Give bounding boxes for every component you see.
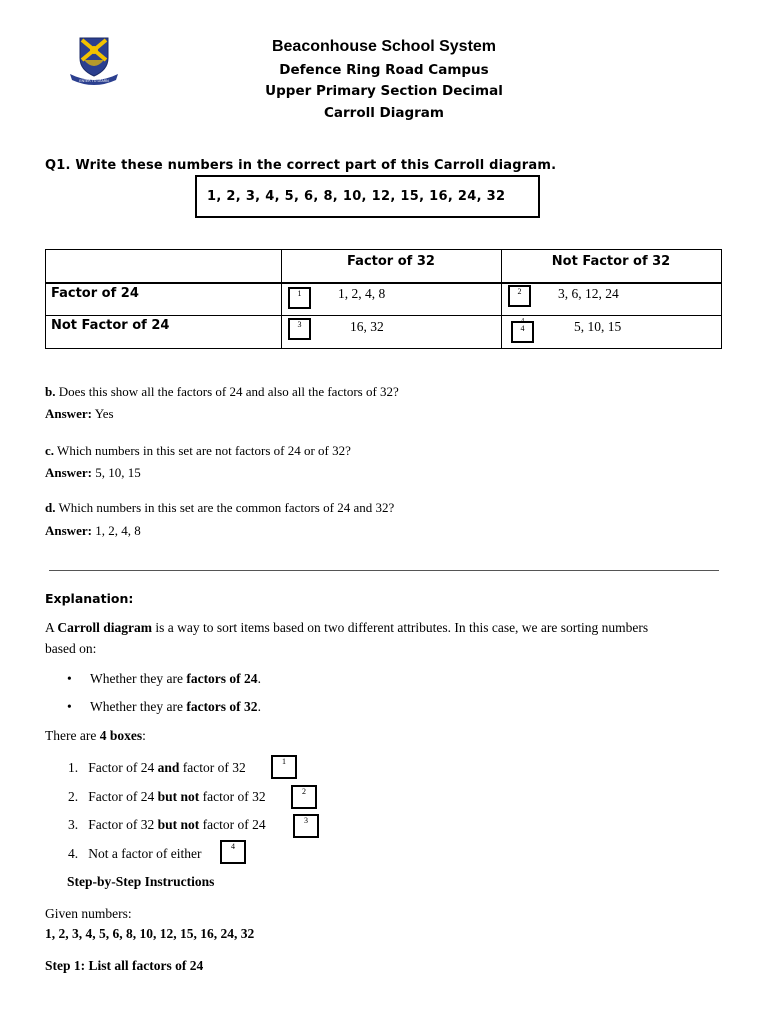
numbers-box — [195, 175, 540, 218]
box-description-1: 1. Factor of 24 and factor of 32 — [68, 760, 246, 775]
answer-c-value: 5, 10, 15 — [91, 465, 141, 480]
answer-d — [45, 523, 141, 539]
col-header-not-factor-32: Not Factor of 32 — [551, 254, 671, 269]
explanation-heading: Explanation: — [45, 591, 134, 606]
cell-notfactor24-notfactor32: 5, 10, 15 — [574, 319, 622, 334]
section-name: Upper Primary Section Decimal — [265, 83, 503, 99]
steps-heading: Step-by-Step Instructions — [67, 874, 215, 889]
question-b — [45, 384, 399, 400]
numbers-list: 1, 2, 3, 4, 5, 6, 8, 10, 12, 15, 16, 24, 32 — [207, 189, 506, 204]
question-c-text: Which numbers in this set are not factors of 24 or of 32? — [54, 443, 351, 458]
campus-name: Defence Ring Road Campus — [279, 62, 489, 78]
answer-c — [45, 465, 141, 481]
box-label-1: 1 — [288, 287, 311, 309]
answer-d-value: 1, 2, 4, 8 — [91, 523, 141, 538]
cell-factor24-notfactor32: 3, 6, 12, 24 — [558, 286, 619, 301]
col-header-factor-32: Factor of 32 — [347, 254, 435, 269]
cell-notfactor24-factor32: 16, 32 — [350, 319, 384, 334]
section-divider — [49, 570, 719, 571]
question-c — [45, 443, 351, 459]
box-description-2: 2. Factor of 24 but not factor of 32 — [68, 789, 266, 804]
question-c-letter: c. — [45, 443, 55, 458]
box-label-4 — [511, 317, 534, 343]
box-description-3: 3. Factor of 32 but not factor of 24 — [68, 817, 266, 832]
box-description-4: 4. Not a factor of either — [68, 846, 202, 861]
box-icon-2: 2 — [291, 785, 317, 809]
row-header-not-factor-24: Not Factor of 24 — [51, 318, 170, 333]
box-label-4-inner: 4 — [520, 324, 525, 333]
svg-text:ENTER TO LEARN: ENTER TO LEARN — [79, 79, 109, 83]
explanation-intro: A Carroll diagram is a way to sort items based on two different attributes. In this case, we are sorting numbers — [45, 620, 649, 635]
carroll-diagram-term: Carroll diagram — [57, 620, 153, 635]
question-b-text: Does this show all the factors of 24 and also all the factors of 32? — [55, 384, 399, 399]
answer-b-value: Yes — [91, 406, 114, 421]
question-d-letter: d. — [45, 500, 56, 515]
boxes-count-line: There are 4 boxes: — [45, 728, 146, 743]
question-d — [45, 500, 394, 516]
box-label-3: 3 — [288, 318, 311, 340]
explanation-intro-line2: based on: — [45, 641, 97, 656]
question-b-letter: b. — [45, 384, 56, 399]
step-1-heading: Step 1: List all factors of 24 — [45, 958, 204, 973]
given-numbers: 1, 2, 3, 4, 5, 6, 8, 10, 12, 15, 16, 24, 32 — [45, 926, 255, 941]
answer-c-label: Answer: — [45, 465, 92, 480]
answer-b — [45, 406, 114, 422]
school-name: Beaconhouse School System — [271, 38, 497, 55]
box-icon-4: 4 — [220, 840, 246, 864]
box-icon-3: 3 — [293, 814, 319, 838]
cell-factor24-factor32: 1, 2, 4, 8 — [338, 286, 386, 301]
answer-b-label: Answer: — [45, 406, 92, 421]
box-label-2: 2 — [508, 285, 531, 307]
row-header-factor-24: Factor of 24 — [51, 286, 139, 301]
worksheet-topic: Carroll Diagram — [323, 105, 444, 121]
answer-d-label: Answer: — [45, 523, 92, 538]
box-label-4-top: 4 — [520, 317, 525, 325]
q1-prompt: Q1. Write these numbers in the correct part of this Carroll diagram. — [45, 158, 557, 173]
question-d-text: Which numbers in this set are the common factors of 24 and 32? — [55, 500, 395, 515]
box-icon-1: 1 — [271, 755, 297, 779]
carroll-diagram — [45, 249, 722, 349]
given-label: Given numbers: — [45, 906, 132, 921]
